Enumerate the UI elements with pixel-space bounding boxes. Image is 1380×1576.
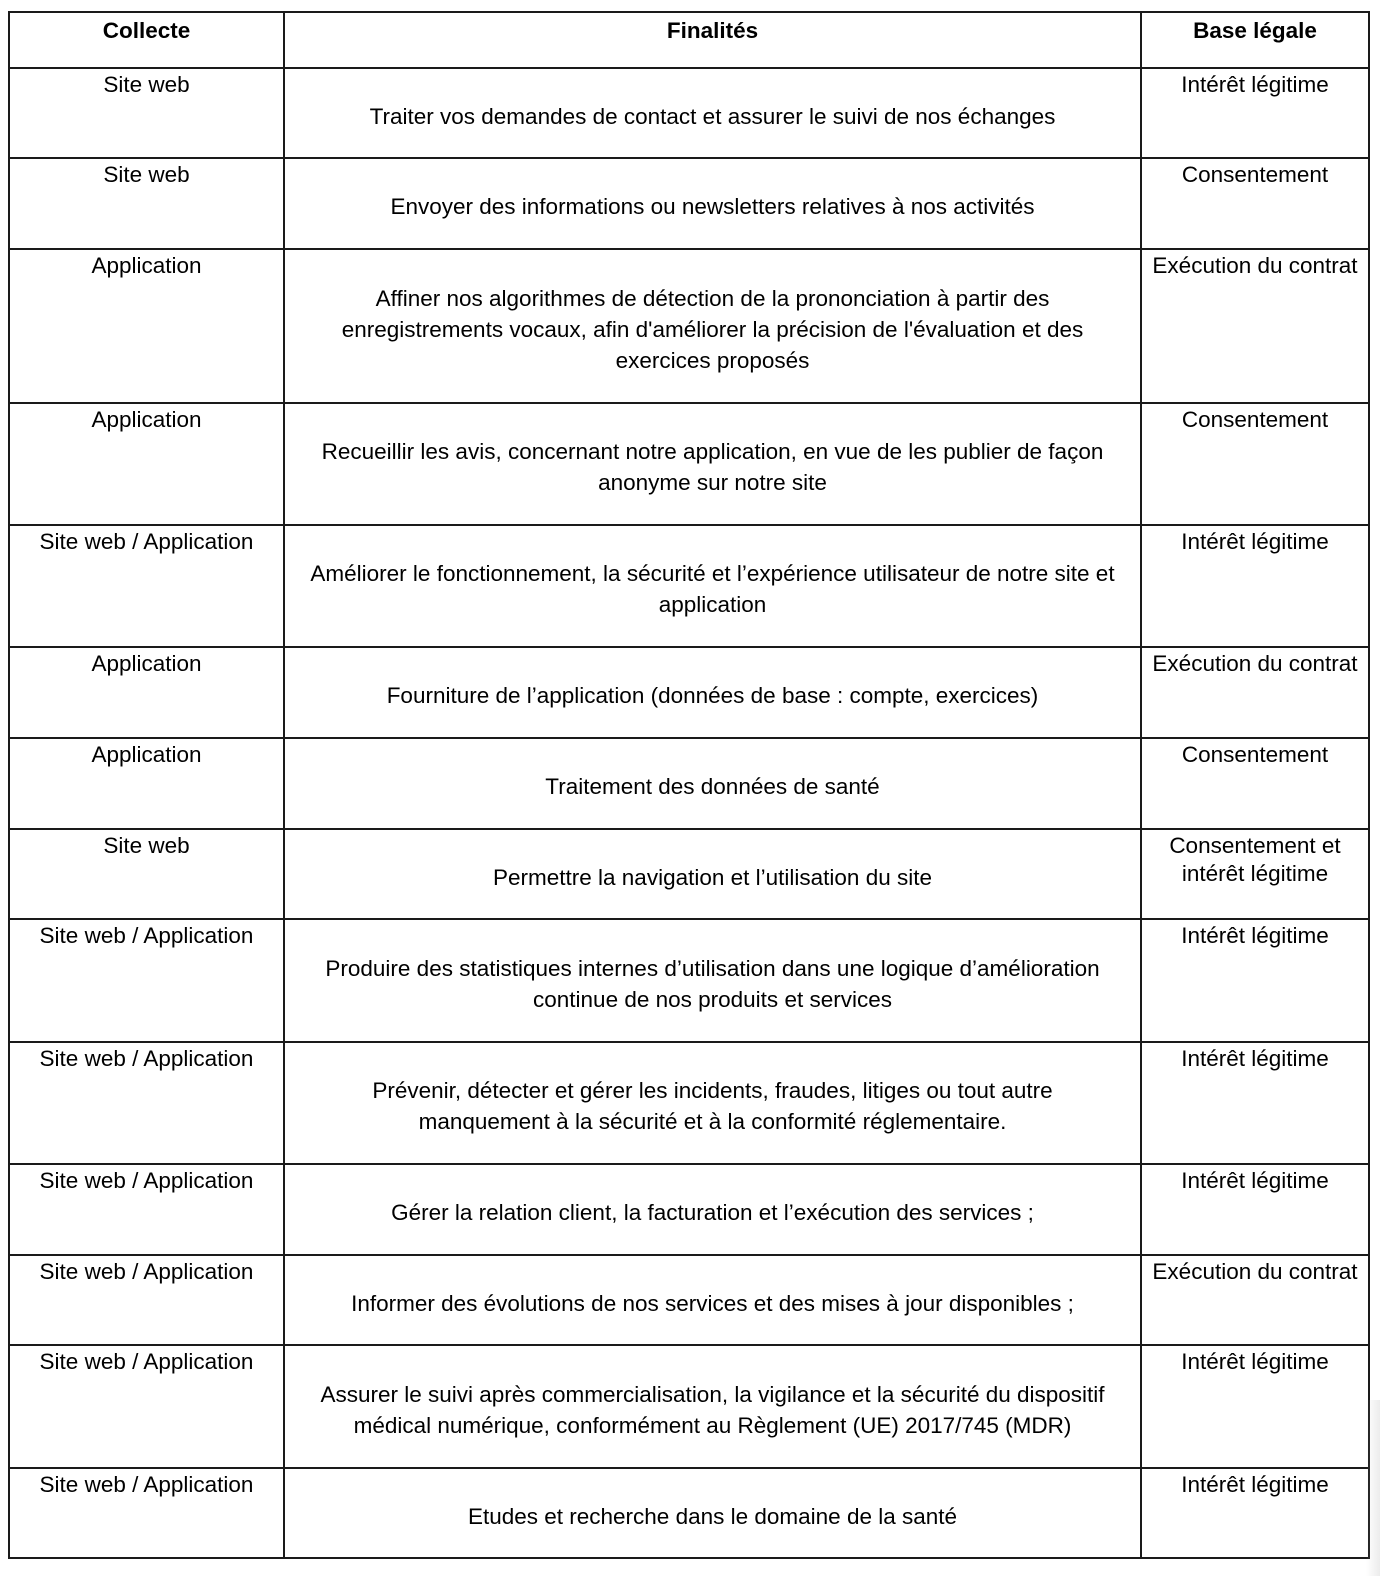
cell-finalite: Traitement des données de santé [284, 738, 1141, 829]
cell-finalite: Affiner nos algorithmes de détection de la prononciation à partir des enregistrements vocaux, afin d'améliorer la précision de l'évaluation et des exercices proposés [284, 249, 1141, 403]
cell-base-legale: Consentement [1141, 738, 1369, 829]
cell-finalite: Traiter vos demandes de contact et assurer le suivi de nos échanges [284, 68, 1141, 158]
header-base-legale: Base légale [1141, 12, 1369, 68]
cell-collecte: Application [9, 249, 284, 403]
cell-finalite: Assurer le suivi après commercialisation, la vigilance et la sécurité du dispositif médical numérique, conformément au Règlement (UE) 2017/745 (MDR) [284, 1345, 1141, 1468]
cell-collecte: Site web / Application [9, 919, 284, 1042]
table-row [9, 525, 1369, 647]
cell-collecte: Site web [9, 68, 284, 158]
cell-finalite: Améliorer le fonctionnement, la sécurité et l’expérience utilisateur de notre site et application [284, 525, 1141, 647]
cell-finalite: Fourniture de l’application (données de base : compte, exercices) [284, 647, 1141, 738]
table-row [9, 249, 1369, 403]
cell-collecte: Site web / Application [9, 525, 284, 647]
cell-base-legale: Intérêt légitime [1141, 1164, 1369, 1255]
table-row [9, 829, 1369, 919]
cell-base-legale: Consentement et intérêt légitime [1141, 829, 1369, 919]
cell-base-legale: Exécution du contrat [1141, 1255, 1369, 1345]
cell-collecte: Application [9, 403, 284, 525]
finalites-table [8, 11, 1370, 1559]
cell-finalite: Prévenir, détecter et gérer les incidents, fraudes, litiges ou tout autre manquement à la sécurité et à la conformité réglementaire. [284, 1042, 1141, 1164]
table-row [9, 403, 1369, 525]
cell-base-legale: Intérêt légitime [1141, 1345, 1369, 1468]
cell-collecte: Site web [9, 158, 284, 249]
scroll-shadow [1366, 1400, 1380, 1576]
table-row [9, 1345, 1369, 1468]
table-row [9, 1255, 1369, 1345]
cell-finalite: Etudes et recherche dans le domaine de la santé [284, 1468, 1141, 1558]
table-row [9, 1164, 1369, 1255]
cell-collecte: Site web / Application [9, 1042, 284, 1164]
cell-finalite: Produire des statistiques internes d’utilisation dans une logique d’amélioration continue de nos produits et services [284, 919, 1141, 1042]
table-row [9, 919, 1369, 1042]
table-row [9, 647, 1369, 738]
cell-finalite: Recueillir les avis, concernant notre application, en vue de les publier de façon anonyme sur notre site [284, 403, 1141, 525]
table-row [9, 158, 1369, 249]
cell-base-legale: Consentement [1141, 158, 1369, 249]
cell-base-legale: Exécution du contrat [1141, 647, 1369, 738]
cell-base-legale: Intérêt légitime [1141, 1042, 1369, 1164]
cell-base-legale: Exécution du contrat [1141, 249, 1369, 403]
cell-finalite: Envoyer des informations ou newsletters relatives à nos activités [284, 158, 1141, 249]
cell-finalite: Gérer la relation client, la facturation et l’exécution des services ; [284, 1164, 1141, 1255]
cell-finalite: Permettre la navigation et l’utilisation du site [284, 829, 1141, 919]
table-row [9, 738, 1369, 829]
cell-base-legale: Intérêt légitime [1141, 525, 1369, 647]
cell-collecte: Application [9, 738, 284, 829]
header-collecte: Collecte [9, 12, 284, 68]
cell-base-legale: Intérêt légitime [1141, 919, 1369, 1042]
header-row [9, 12, 1369, 68]
cell-collecte: Site web / Application [9, 1468, 284, 1558]
table-row [9, 1042, 1369, 1164]
cell-collecte: Site web / Application [9, 1345, 284, 1468]
cell-collecte: Site web [9, 829, 284, 919]
cell-collecte: Site web / Application [9, 1164, 284, 1255]
cell-base-legale: Consentement [1141, 403, 1369, 525]
header-finalites: Finalités [284, 12, 1141, 68]
cell-collecte: Site web / Application [9, 1255, 284, 1345]
cell-base-legale: Intérêt légitime [1141, 68, 1369, 158]
cell-collecte: Application [9, 647, 284, 738]
table-row [9, 68, 1369, 158]
cell-base-legale: Intérêt légitime [1141, 1468, 1369, 1558]
cell-finalite: Informer des évolutions de nos services et des mises à jour disponibles ; [284, 1255, 1141, 1345]
table-row [9, 1468, 1369, 1558]
